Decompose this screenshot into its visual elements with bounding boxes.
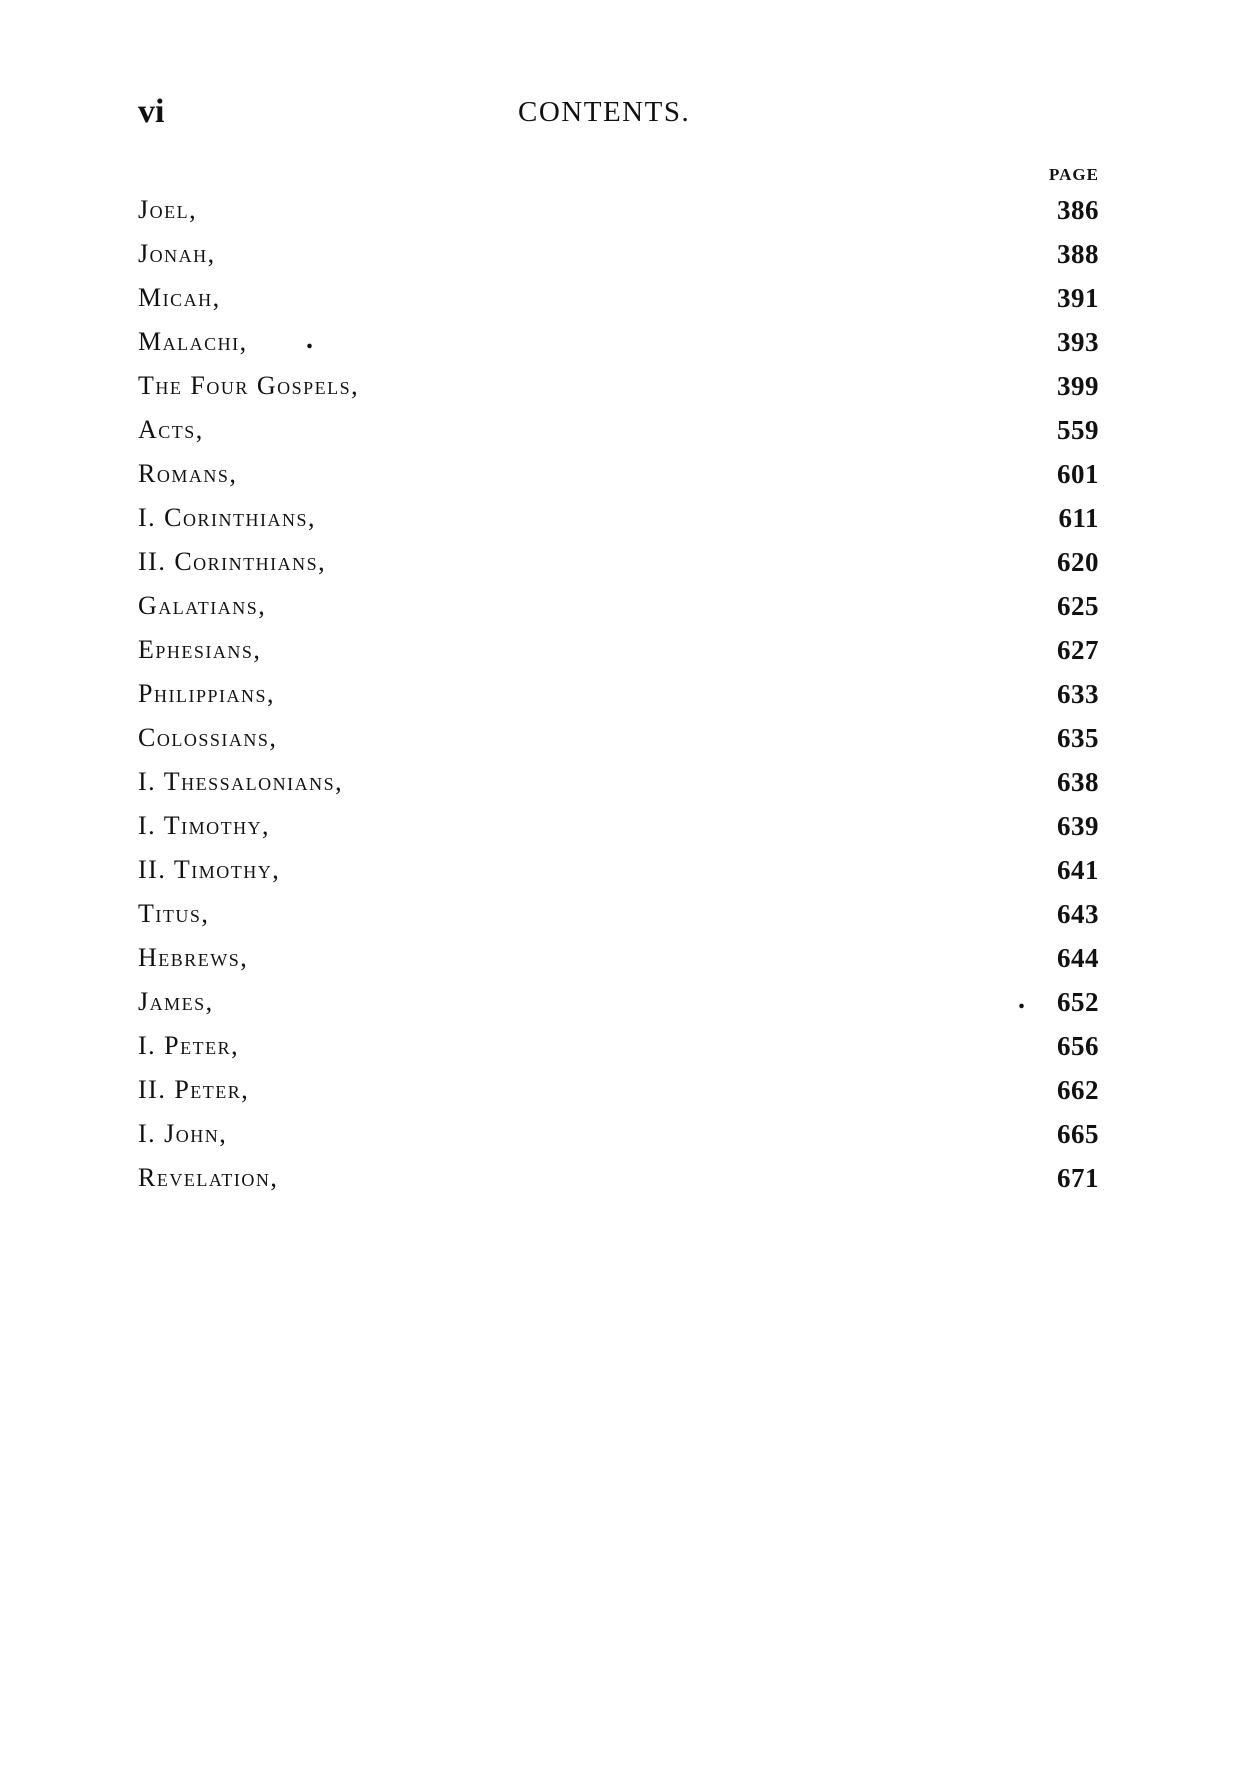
toc-entry-joel xyxy=(138,188,1099,232)
toc-entry-title: II. Corinthians, xyxy=(138,547,327,576)
toc-entry-malachi xyxy=(138,320,1099,364)
toc-entry-page: 627 xyxy=(1057,634,1099,665)
toc-entry-page: 665 xyxy=(1057,1118,1099,1149)
toc-entry-page: 641 xyxy=(1057,854,1099,885)
toc-entry-title: Joel, xyxy=(138,195,198,224)
toc-entry-title: Titus, xyxy=(138,899,210,928)
toc-entry-1-timothy xyxy=(138,804,1099,848)
toc-entry-page: 671 xyxy=(1057,1162,1099,1193)
toc-entry-page: 638 xyxy=(1057,766,1099,797)
toc-entry-1-peter xyxy=(138,1024,1099,1068)
toc-entry-page: 656 xyxy=(1057,1030,1099,1061)
toc-entry-page: 388 xyxy=(1057,238,1099,269)
toc-entry-2-peter xyxy=(138,1068,1099,1112)
toc-entry-title: I. Peter, xyxy=(138,1031,240,1060)
toc-entry-title: Romans, xyxy=(138,459,238,488)
toc-entry-title: Jonah, xyxy=(138,239,216,268)
toc-entry-micah xyxy=(138,276,1099,320)
toc-entry-page: 611 xyxy=(1058,502,1099,533)
folio-number: vi xyxy=(138,93,165,130)
toc-entry-page: 399 xyxy=(1057,370,1099,401)
toc-entry-title: I. John, xyxy=(138,1119,228,1148)
contents-list xyxy=(138,188,1099,1200)
toc-entry-page: 601 xyxy=(1057,458,1099,489)
toc-entry-page: 635 xyxy=(1057,722,1099,753)
toc-entry-2-timothy xyxy=(138,848,1099,892)
toc-entry-galatians xyxy=(138,584,1099,628)
toc-entry-title: II. Timothy, xyxy=(138,855,281,884)
stray-dot-mark: . xyxy=(306,324,313,355)
toc-entry-page: 639 xyxy=(1057,810,1099,841)
toc-entry-page: 643 xyxy=(1057,898,1099,929)
toc-entry-1-corinthians xyxy=(138,496,1099,540)
toc-entry-page: 620 xyxy=(1057,546,1099,577)
toc-entry-ephesians xyxy=(138,628,1099,672)
toc-entry-page: 644 xyxy=(1057,942,1099,973)
toc-entry-title: Galatians, xyxy=(138,591,267,620)
toc-entry-page: 386 xyxy=(1057,194,1099,225)
toc-entry-title: James, xyxy=(138,987,214,1016)
toc-entry-title: Hebrews, xyxy=(138,943,249,972)
toc-entry-title: Micah, xyxy=(138,283,221,312)
toc-entry-colossians xyxy=(138,716,1099,760)
toc-entry-acts xyxy=(138,408,1099,452)
toc-entry-page: 633 xyxy=(1057,678,1099,709)
toc-entry-page: 625 xyxy=(1057,590,1099,621)
toc-entry-romans xyxy=(138,452,1099,496)
toc-entry-title: II. Peter, xyxy=(138,1075,250,1104)
toc-entry-hebrews xyxy=(138,936,1099,980)
toc-entry-title: I. Thessalonians, xyxy=(138,767,344,796)
toc-entry-title: The Four Gospels, xyxy=(138,371,360,400)
toc-entry-page: 391 xyxy=(1057,282,1099,313)
stray-dot-mark: . xyxy=(1018,984,1025,1015)
toc-entry-title: Malachi, xyxy=(138,327,248,356)
toc-entry-title: Colossians, xyxy=(138,723,278,752)
toc-entry-title: Philippians, xyxy=(138,679,275,708)
toc-entry-1-thessalonians xyxy=(138,760,1099,804)
toc-entry-title: Revelation, xyxy=(138,1163,279,1192)
toc-entry-title: I. Timothy, xyxy=(138,811,271,840)
toc-entry-page: 559 xyxy=(1057,414,1099,445)
toc-entry-four-gospels xyxy=(138,364,1099,408)
toc-entry-titus xyxy=(138,892,1099,936)
toc-entry-1-john xyxy=(138,1112,1099,1156)
toc-entry-revelation xyxy=(138,1156,1099,1200)
toc-entry-page: 662 xyxy=(1057,1074,1099,1105)
page-column-label: PAGE xyxy=(1049,165,1099,184)
toc-entry-philippians xyxy=(138,672,1099,716)
running-head-title: CONTENTS. xyxy=(518,96,691,128)
toc-entry-title: Ephesians, xyxy=(138,635,262,664)
toc-entry-title: I. Corinthians, xyxy=(138,503,316,532)
toc-entry-page: 393 xyxy=(1057,326,1099,357)
toc-entry-page: 652 xyxy=(1057,986,1099,1017)
toc-entry-2-corinthians xyxy=(138,540,1099,584)
toc-entry-jonah xyxy=(138,232,1099,276)
toc-entry-title: Acts, xyxy=(138,415,204,444)
toc-entry-james xyxy=(138,980,1099,1024)
